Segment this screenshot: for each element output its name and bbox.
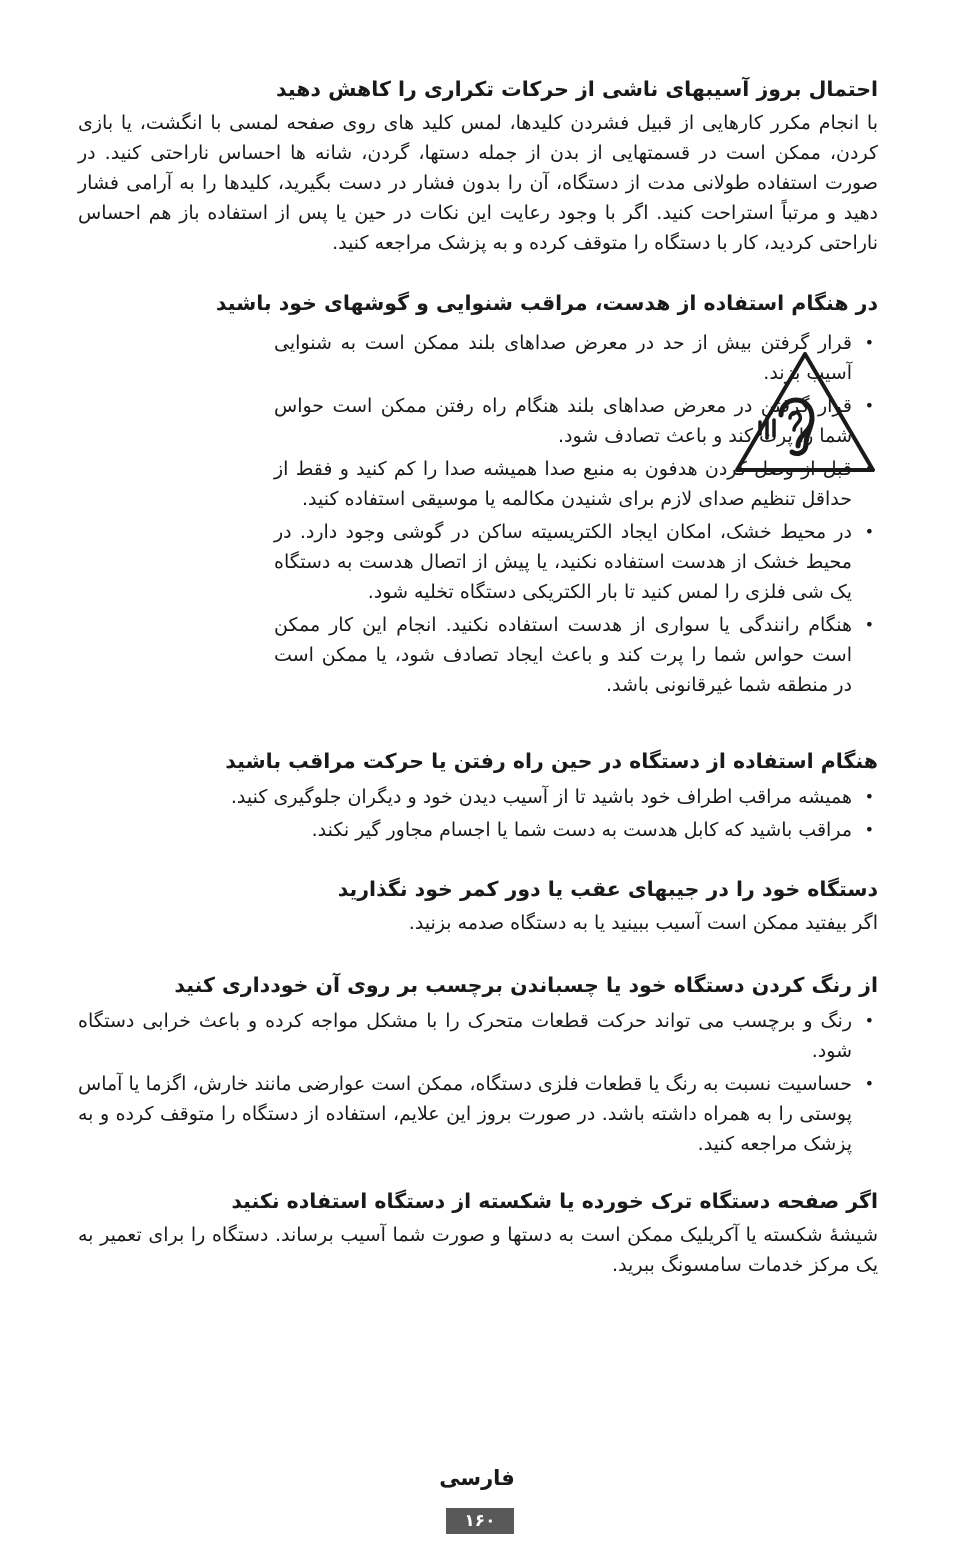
- section-body: با انجام مکرر کارهایی از قبیل فشردن کلیدها، لمس کلید های روی صفحه لمسی با انگشت، یا بازی کردن، ممکن است در قسمتهایی از بدن از جمله دستها، گردن، شانه ها احساس ناراحتی کنید. در صورت استفاده طولانی مدت از دستگاه، آن را بدون فشار در دست بگیرید، کلیدها را به آرامی فشار دهید و مرتباً استراحت کنید. اگر با وجود رعایت این نکات در حین یا پس از استفاده باز هم احساس ناراحتی کردید، کار با دستگاه را متوقف کرده و به پزشک مراجعه کنید.: [78, 112, 878, 254]
- list-item: • قرار گرفتن در معرض صداهای بلند هنگام راه رفتن ممکن است حواس شما را پرت کند و باعث تصادف شود.: [274, 391, 878, 451]
- section-hearing: [78, 288, 878, 703]
- hearing-bullet-list: [274, 328, 878, 700]
- list-item: • قبل از وصل کردن هدفون به منبع صدا همیشه صدا را کم کنید و فقط از حداقل تنظیم صدای لازم برای شنیدن مکالمه یا موسیقی استفاده کنید.: [274, 454, 878, 514]
- walking-bullet-list: [78, 782, 878, 845]
- section-body: اگر بیفتید ممکن است آسیب ببینید یا به دستگاه صدمه بزنید.: [408, 912, 878, 934]
- list-item: • هنگام رانندگی یا سواری از هدست استفاده نکنید. انجام این کار ممکن است حواس شما را پرت کند و باعث ایجاد تصادف شود، یا ممکن است در منطقه شما غیرقانونی باشد.: [274, 610, 878, 700]
- section-walking: [78, 746, 878, 848]
- section-paint-stickers: [78, 970, 878, 1162]
- section-heading: احتمال بروز آسیبهای ناشی از حرکات تکراری را کاهش دهید: [275, 77, 878, 101]
- page-number: ۱۶۰: [446, 1508, 514, 1534]
- list-item: • رنگ و برچسب می تواند حرکت قطعات متحرک را با مشکل مواجه کرده و باعث خرابی دستگاه شود.: [78, 1006, 878, 1066]
- section-heading: اگر صفحه دستگاه ترک خورده یا شکسته از دستگاه استفاده نکنید: [231, 1189, 878, 1213]
- section-heading: از رنگ کردن دستگاه خود یا چسباندن برچسب بر روی آن خودداری کنید: [174, 973, 878, 997]
- section-repetitive-strain: [78, 74, 878, 258]
- section-heading: هنگام استفاده از دستگاه در حین راه رفتن یا حرکت مراقب باشید: [225, 749, 878, 773]
- list-item: • همیشه مراقب اطراف خود باشید تا از آسیب دیدن خود و دیگران جلوگیری کنید.: [78, 782, 878, 812]
- hearing-content: [78, 328, 878, 700]
- list-item: • مراقب باشید که کابل هدست به دست شما یا اجسام مجاور گیر نکند.: [78, 815, 878, 845]
- section-cracked-screen: [78, 1186, 878, 1280]
- paint-bullet-list: [78, 1006, 878, 1159]
- list-item: • حساسیت نسبت به رنگ یا قطعات فلزی دستگاه، ممکن است عوارضی مانند خارش، اگزما یا آماس پوستی را به همراه داشته باشد. در صورت بروز این علایم، استفاده از دستگاه را متوقف کرده و به پزشک مراجعه کنید.: [78, 1069, 878, 1159]
- section-heading: در هنگام استفاده از هدست، مراقب شنوایی و گوشهای خود باشید: [215, 291, 878, 315]
- section-heading: دستگاه خود را در جیبهای عقب یا دور کمر خود نگذارید: [337, 877, 878, 901]
- list-item: • در محیط خشک، امکان ایجاد الکتریسیته ساکن در گوشی وجود دارد. در محیط خشک از هدست استفاده نکنید، یا پیش از اتصال هدست به دستگاه یک شی فلزی را لمس کنید تا بار الکتریکی دستگاه تخلیه شود.: [274, 517, 878, 607]
- section-pockets: [78, 874, 878, 938]
- list-item: • قرار گرفتن بیش از حد در معرض صداهای بلند ممکن است به شنوایی آسیب بزند.: [274, 328, 878, 388]
- section-body: شیشهٔ شکسته یا آکریلیک ممکن است به دستها و صورت شما آسیب برساند. دستگاه را برای تعمیر به یک مرکز خدمات سامسونگ ببرید.: [78, 1224, 878, 1276]
- footer-language: فارسی: [439, 1466, 515, 1490]
